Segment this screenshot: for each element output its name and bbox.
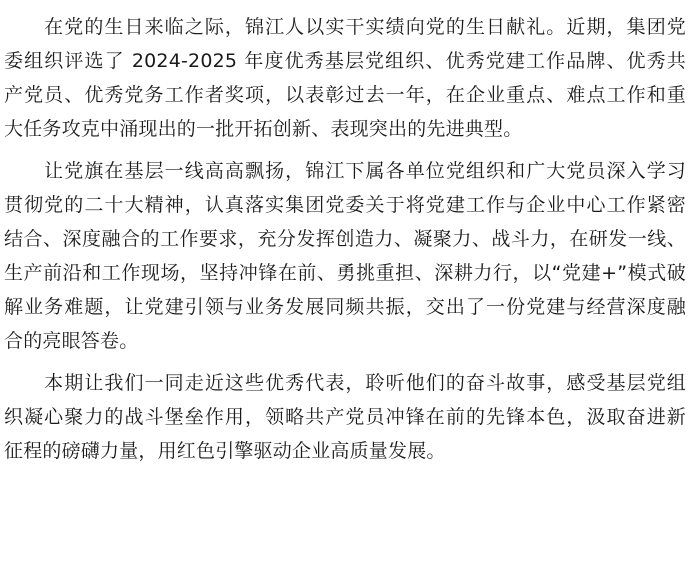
text-line: 在党的生日来临之际，锦江人以实干实绩向党的生日献礼。近期，集团党 [4, 16, 686, 38]
text-line: 织凝心聚力的战斗堡垒作用，领略共产党员冲锋在前的先锋本色，汲取奋进新 [4, 406, 686, 428]
text-line: 生产前沿和工作现场，坚持冲锋在前、勇挑重担、深耕力行，以“党建+”模式破 [4, 262, 686, 284]
text-line: 征程的磅礴力量，用红色引擎驱动企业高质量发展。 [4, 440, 446, 462]
paragraph-2 [4, 154, 686, 358]
text-line: 让党旗在基层一线高高飘扬，锦江下属各单位党组织和广大党员深入学习 [4, 160, 686, 182]
text-line: 合的亮眼答卷。 [4, 330, 139, 352]
text-line: 本期让我们一同走近这些优秀代表，聆听他们的奋斗故事，感受基层党组 [4, 372, 686, 394]
text-line: 结合、深度融合的工作要求，充分发挥创造力、凝聚力、战斗力，在研发一线、 [4, 228, 686, 250]
paragraph-3 [4, 366, 686, 468]
text-line: 委组织评选了 2024-2025 年度优秀基层党组织、优秀党建工作品牌、优秀共 [4, 50, 686, 72]
text-line: 贯彻党的二十大精神，认真落实集团党委关于将党建工作与企业中心工作紧密 [4, 194, 686, 216]
text-line: 解业务难题，让党建引领与业务发展同频共振，交出了一份党建与经营深度融 [4, 296, 686, 318]
text-line: 产党员、优秀党务工作者奖项，以表彰过去一年，在企业重点、难点工作和重 [4, 84, 686, 106]
paragraph-1 [4, 10, 686, 146]
article-body [4, 10, 686, 476]
text-line: 大任务攻克中涌现出的一批开拓创新、表现突出的先进典型。 [4, 118, 523, 140]
